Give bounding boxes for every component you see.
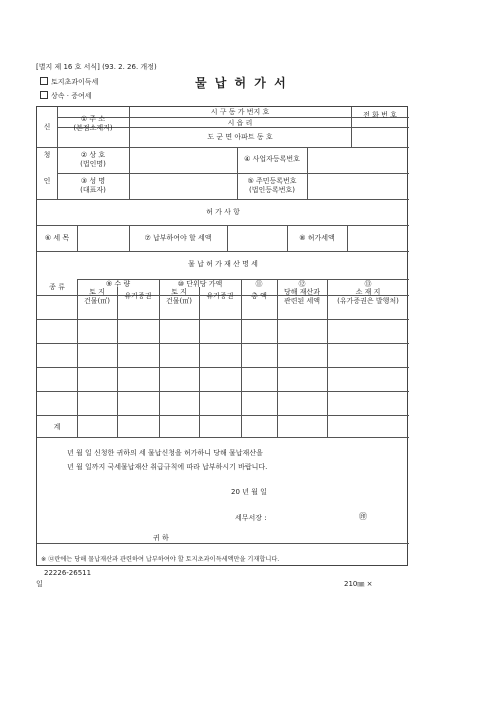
form-code-suffix: 일 (36, 580, 43, 588)
seal-mark: ㊞ (359, 512, 367, 521)
unit-land-building: 토 지 건물(㎡) (166, 288, 192, 305)
checkbox-inheritance-gift-tax[interactable] (40, 91, 92, 101)
tax-due-label: ⑦ 납부하여야 할 세액 (144, 234, 212, 242)
address-sublabel: (본점소재지) (73, 124, 113, 132)
phone-label: 전 화 번 호 (363, 111, 397, 119)
name-label: ③ 성 명 (대표자) (57, 177, 129, 195)
paper-size: 210㎜ × (344, 580, 373, 588)
form-code: 22226-26511 (44, 569, 92, 577)
col-quantity: ⑨ 수 량 (105, 280, 131, 288)
total-amount: 총 액 (251, 292, 267, 300)
trade-name-sublabel: (법인명) (80, 160, 106, 168)
form-reference: [별지 제 16 호 서식] (93. 2. 26. 개정) (36, 63, 157, 71)
checkbox-label: 토지초과이득세 (51, 78, 99, 86)
qty-securities: 유가증권 (124, 292, 152, 300)
col-12: ⑫ (298, 280, 306, 288)
unit-securities: 유가증권 (206, 292, 234, 300)
assets-section-title: 물 납 허 가 재 산 명 세 (188, 260, 258, 268)
business-number-label: ④ 사업자등록번호 (244, 155, 300, 163)
col-13: ⑬ (364, 280, 372, 288)
permit-section-title: 허 가 사 항 (206, 208, 240, 216)
name-sublabel: (대표자) (80, 186, 106, 194)
resident-number-sublabel: (법인등록번호) (248, 186, 296, 194)
officer-label: 세무서장 : (235, 514, 267, 522)
qty-land-building: 토 지 건물(㎡) (84, 288, 110, 305)
body-line-2: 년 월 일까지 국세물납재산 취급규칙에 따라 납부하시기 바랍니다. (67, 463, 268, 471)
col-unit-value: ⑩ 단위당 가액 (177, 280, 223, 288)
applicant-side-label-3: 인 (43, 177, 51, 185)
resident-number-label: ⑤ 주민등록번호 (법인등록번호) (237, 177, 307, 195)
date-line: 20 년 월 일 (231, 488, 267, 496)
tax-item-label: ⑥ 세 목 (44, 234, 70, 242)
address-line-2: 시 읍 리 (227, 119, 253, 127)
col-11: ⑪ (255, 280, 263, 288)
permit-form (36, 106, 408, 566)
col-type: 종 류 (49, 283, 65, 291)
applicant-side-label-2: 청 (43, 151, 51, 159)
related-tax: 당해 재산과 관련된 세액 (283, 288, 321, 305)
address-line-1: 시 구 동 가 번지 호 (210, 108, 270, 116)
permit-amount-label: ⑧ 허가세액 (299, 234, 335, 242)
page-title: 물 납 허 가 서 (195, 76, 288, 90)
checkbox-label: 상속 · 증여세 (51, 92, 92, 100)
checkbox-box[interactable] (40, 91, 48, 99)
trade-name-label: ② 상 호 (법인명) (57, 151, 129, 169)
checkbox-box[interactable] (40, 77, 48, 85)
checkbox-land-excess-tax[interactable] (40, 77, 98, 87)
address-label: ① 주 소 (본점소재지) (57, 115, 129, 133)
applicant-side-label: 신 (43, 123, 51, 131)
addressee-label: 귀 하 (153, 534, 169, 542)
body-line-1: 년 월 일 신청한 귀하의 세 물납신청을 허가하니 당해 물납재산을 (67, 449, 263, 457)
footer-note: ※ ⑫란에는 당해 물납재산과 관련하여 납부하여야 할 토지초과이득세액만을 기재합니다. (41, 556, 280, 563)
location: 소 재 지 (유가증권은 발행처) (337, 288, 399, 305)
total-row-label: 계 (53, 423, 61, 431)
address-line-3: 도 군 면 아파트 동 호 (207, 133, 273, 141)
